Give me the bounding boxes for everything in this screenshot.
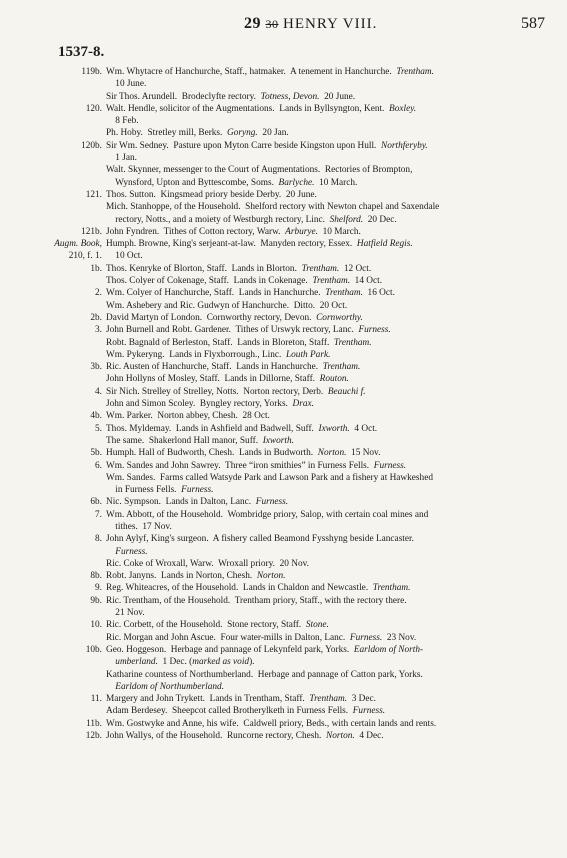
entry-reference [0, 78, 106, 90]
entry-segment: Thos. Myldemay. Lands in Ashfield and Badwell, Suff. [106, 423, 319, 434]
entry-segment: John Hollyns of Mosley, Staff. Lands in Dillorne, Staff. [106, 374, 320, 385]
entry-segment: 23 Nov. [382, 632, 417, 643]
entry-segment: Wm. Sandes. Farms called Watsyde Park and Lawson Park and a fishery at Hawkeshed [106, 472, 433, 483]
place-name: Furness. [115, 546, 148, 557]
entry-reference [0, 201, 106, 213]
entry-text [106, 533, 536, 545]
entry-text [106, 693, 536, 705]
entry-segment: 4 Dec. [354, 731, 384, 742]
place-name: Earldom of North- [353, 644, 424, 655]
place-name: Goryng. [227, 128, 258, 139]
place-name: Earldom of Northumberland. [115, 681, 225, 692]
entry-line [0, 656, 567, 668]
entry-reference: 7. [95, 509, 102, 520]
entry-reference [0, 337, 106, 349]
entry-segment: Adam Berdesey. Sheepcot called Brotherylketh in Furness Fells. [106, 706, 353, 717]
entry-reference: 2b. [90, 312, 102, 323]
entry-segment: Thos. Colyer of Cokenage, Staff. Lands in Cokenage. [106, 276, 313, 287]
entry-segment: 12 Oct. [339, 263, 372, 274]
place-name: Trentham. [312, 276, 351, 287]
entry-segment: The same. Shakerlond Hall manor, Suff. [106, 435, 263, 446]
entry-segment: Ric. Morgan and John Ascue. Four water-mills in Dalton, Lanc. [106, 632, 350, 643]
entry-segment: Reg. Whiteacres, of the Household. Lands in Chaldon and Newcastle. [106, 583, 373, 594]
entry-segment: 14 Oct. [350, 276, 383, 287]
entry-line [0, 312, 567, 324]
entry-line [0, 509, 567, 521]
entry-text [106, 460, 536, 472]
entry-line [0, 693, 567, 705]
place-name: Northferyby. [381, 140, 428, 151]
entry-segment: Wm. Colyer of Hanchurche, Staff. Lands in Hanchurche. [106, 288, 326, 299]
place-name: Hatfield Regis. [356, 239, 413, 250]
entry-text [106, 78, 536, 90]
place-name: Boxley. [389, 103, 417, 114]
entry-text [106, 275, 536, 287]
entry-line [0, 324, 567, 336]
place-name: marked as void [192, 657, 250, 668]
entry-segment: Geo. Hoggeson. Herbage and pannage of Lekynfeld park, Yorks. [106, 644, 354, 655]
place-name: Cornworthy. [316, 312, 363, 323]
entry-segment: 10 June. [106, 79, 147, 90]
entry-segment: 1 Jan. [106, 153, 137, 164]
entry-reference: 121. [85, 189, 102, 200]
page-number: 587 [521, 15, 545, 32]
entry-reference [0, 127, 106, 139]
entry-reference [0, 705, 106, 717]
entry-reference [0, 435, 106, 447]
entry-segment: 8 Feb. [106, 116, 139, 127]
entry-segment: 1 Dec. ( [157, 657, 193, 668]
entry-segment [106, 657, 115, 667]
entry-reference: 4. [95, 386, 102, 397]
entry-line [0, 127, 567, 139]
entry-segment: Katharine countess of Northumberland. Herbage and pannage of Catton park, Yorks. [106, 669, 423, 680]
entry-segment: 3 Dec. [347, 694, 376, 705]
entry-text [106, 189, 536, 201]
entry-text [106, 263, 536, 275]
entry-line [0, 201, 567, 213]
entry-segment: 4 Oct. [349, 423, 378, 434]
entry-text [106, 152, 536, 164]
entry-segment: 10 March. [314, 177, 358, 188]
entry-text [106, 324, 536, 336]
entry-reference: 8. [95, 534, 102, 545]
entry-line [0, 386, 567, 398]
entry-segment: Robt. Janyns. Lands in Norton, Chesh. [106, 571, 257, 582]
entry-text [106, 287, 536, 299]
entry-reference: 121b. [81, 226, 102, 237]
entry-segment: Thos. Sutton. Kingsmead priory beside Derby. 20 June. [106, 189, 317, 200]
place-name: Arburye. [285, 226, 318, 237]
entry-segment: Ric. Trentham, of the Household. Trentham priory, Staff., with the rectory there. [106, 595, 407, 606]
entry-text [106, 312, 536, 324]
entry-reference: 9b. [90, 595, 102, 606]
entry-segment: Sir Nich. Strelley of Strelley, Notts. Norton rectory, Derb. [106, 386, 328, 397]
entry-segment: Margery and John Trykett. Lands in Trentham, Staff. [106, 694, 310, 705]
place-name: Beauchi f. [327, 386, 366, 397]
entry-line [0, 533, 567, 545]
place-name: Norton. [317, 448, 347, 459]
entry-reference [0, 398, 106, 410]
entry-reference [0, 300, 106, 312]
place-name: Routon. [319, 374, 349, 385]
entry-segment: Thos. Kenryke of Blorton, Staff. Lands in Blorton. [106, 263, 302, 274]
place-name: Norton. [256, 571, 286, 582]
entry-text [106, 386, 536, 398]
entry-reference [0, 681, 106, 693]
entry-line [0, 189, 567, 201]
entry-line [0, 115, 567, 127]
entry-text [106, 300, 536, 312]
entry-text [106, 250, 536, 262]
entry-text [106, 361, 536, 373]
entry-text [106, 398, 536, 410]
entry-segment [106, 682, 115, 692]
entry-text [106, 115, 536, 127]
entry-reference: 4b. [90, 411, 102, 422]
entry-reference [0, 349, 106, 361]
entry-reference: 6b. [90, 497, 102, 508]
place-name: Trentham. [396, 67, 434, 77]
entry-line [0, 632, 567, 644]
entry-reference [0, 275, 106, 287]
entry-segment: David Martyn of London. Cornworthy rectory, Devon. [106, 312, 317, 323]
entry-reference [0, 656, 106, 668]
entry-text [106, 644, 536, 656]
entry-line [0, 66, 567, 78]
entry-reference [0, 521, 106, 533]
entry-line [0, 472, 567, 484]
place-name: Furness. [349, 632, 383, 643]
place-name: Ixworth. [318, 423, 350, 434]
entry-text [106, 607, 536, 619]
entry-line [0, 238, 567, 250]
entry-line [0, 705, 567, 717]
entry-text [106, 214, 536, 226]
entry-text [106, 447, 536, 459]
entry-line [0, 460, 567, 472]
entry-line [0, 447, 567, 459]
entry-segment: Ph. Hoby. Stretley mill, Berks. [106, 128, 228, 139]
entry-segment: 15 Nov. [346, 448, 381, 459]
entry-reference: Augm. Book, [54, 239, 102, 250]
entry-text [106, 337, 536, 349]
entry-line [0, 78, 567, 90]
entry-reference: 120. [85, 103, 102, 114]
entry-segment: Wm. Sandes and John Sawrey. Three “iron smithies” in Furness Fells. [106, 460, 374, 471]
place-name: Louth Park. [285, 349, 331, 360]
page-header [0, 13, 567, 37]
entry-segment: tithes. 17 Nov. [106, 521, 172, 532]
running-title: HENRY VIII. [283, 16, 378, 32]
entry-segment: Ric. Corbett, of the Household. Stone rectory, Staff. [106, 620, 306, 631]
place-name: Shelford. [329, 214, 364, 225]
place-name: Trentham. [322, 362, 361, 373]
entry-text [106, 164, 536, 176]
place-name: Trentham. [309, 694, 348, 705]
entry-text [106, 595, 536, 607]
entry-line [0, 373, 567, 385]
entry-reference [0, 632, 106, 644]
entry-segment: Wm. Parker. Norton abbey, Chesh. 28 Oct. [106, 411, 270, 422]
entry-line [0, 669, 567, 681]
entry-segment: Humph. Browne, King's serjeant-at-law. Manyden rectory, Essex. [106, 239, 357, 250]
place-name: Furness. [373, 460, 407, 471]
entry-text [106, 582, 536, 594]
entry-segment: John Aylyf, King's surgeon. A fishery called Beamond Fysshyng beside Lancaster. [106, 534, 414, 545]
entry-text [106, 509, 536, 521]
entry-reference: 11b. [86, 718, 102, 729]
entry-line [0, 644, 567, 656]
entry-line [0, 558, 567, 570]
entry-line [0, 140, 567, 152]
place-name: Norton. [326, 731, 355, 742]
entry-text [106, 91, 536, 103]
entry-line [0, 619, 567, 631]
entry-segment: Nic. Sympson. Lands in Dalton, Lanc. [106, 497, 256, 508]
entry-line [0, 152, 567, 164]
regnal-year-struck: 30 [265, 17, 279, 31]
entry-segment: rectory, Notts., and a moiety of Westburgh rectory, Linc. [106, 214, 330, 225]
entry-text [106, 669, 536, 681]
entry-text [106, 570, 536, 582]
entry-segment: John and Simon Scoley. Byngley rectory, Yorks. [106, 399, 293, 410]
entry-text [106, 201, 536, 213]
entry-reference: 2. [95, 288, 102, 299]
entry-segment: 20 Jan. [257, 128, 289, 139]
entry-segment: Wm. Abbott, of the Household. Wombridge priory, Salop, with certain coal mines and [106, 509, 429, 520]
entry-text [106, 521, 536, 533]
entry-segment: Wm. Pykeryng. Lands in Flyxborrough., Linc. [106, 349, 286, 360]
place-name: Trentham. [372, 583, 411, 594]
entry-text [106, 103, 536, 115]
entry-line [0, 582, 567, 594]
entry-reference [0, 607, 106, 619]
entry-line [0, 300, 567, 312]
entry-text [106, 226, 536, 238]
entry-segment: Walt. Hendle, solicitor of the Augmentations. Lands in Byllsyngton, Kent. [106, 103, 390, 114]
entry-line [0, 287, 567, 299]
entry-line [0, 410, 567, 422]
entry-segment: 10 Oct. [106, 251, 143, 262]
entry-line [0, 337, 567, 349]
entry-segment: Robt. Bagnald of Berleston, Staff. Lands in Bloreton, Staff. [106, 337, 334, 348]
entry-text [106, 484, 536, 496]
entry-reference: 3. [95, 325, 102, 336]
entry-text [106, 177, 536, 189]
entry-line [0, 226, 567, 238]
entry-reference [0, 152, 106, 164]
entry-text [106, 423, 536, 435]
entry-reference: 6. [95, 460, 102, 471]
entry-segment: Ric. Coke of Wroxall, Warw. Wroxall priory. 20 Nov. [106, 558, 309, 569]
entry-reference: 210, f. 1. [68, 251, 102, 262]
regnal-year: 29 30 [244, 15, 279, 32]
entry-reference [0, 484, 106, 496]
entry-segment: Humph. Hall of Budworth, Chesh. Lands in Budworth. [106, 448, 318, 459]
entry-reference [0, 472, 106, 484]
entry-line [0, 164, 567, 176]
entry-text [106, 705, 536, 717]
entry-segment: Mich. Stanhoppe, of the Household. Shelford rectory with Newton chapel and Saxendale [106, 202, 440, 213]
entry-reference [0, 177, 106, 189]
entry-segment: John Burnell and Robt. Gardener. Tithes of Urswyk rectory, Lanc. [106, 325, 359, 336]
entry-line [0, 521, 567, 533]
place-name: Furness. [181, 485, 214, 496]
entry-text [106, 718, 536, 730]
entry-line [0, 361, 567, 373]
year-heading: 1537-8. [58, 44, 105, 60]
entry-text [106, 410, 536, 422]
entry-text [106, 546, 536, 558]
entry-line [0, 275, 567, 287]
entry-text [106, 656, 536, 668]
entry-reference: 5. [95, 423, 102, 434]
entry-text [106, 472, 536, 484]
entry-line [0, 91, 567, 103]
entry-reference: 1b. [90, 263, 102, 274]
entry-line [0, 546, 567, 558]
place-name: Furness. [358, 325, 391, 336]
entry-text [106, 127, 536, 139]
entry-reference [0, 373, 106, 385]
entry-reference: 12b. [85, 731, 102, 742]
entry-text [106, 558, 536, 570]
entry-line [0, 250, 567, 262]
entry-reference: 10b. [85, 644, 102, 655]
entry-line [0, 484, 567, 496]
entry-text [106, 619, 536, 631]
entry-text [106, 140, 536, 152]
entry-reference: 120b. [81, 140, 102, 151]
place-name: Drax. [292, 399, 314, 410]
entry-line [0, 607, 567, 619]
entry-segment: John Fyndren. Tithes of Cotton rectory, Warw. [106, 226, 286, 237]
entry-segment: Sir Thos. Arundell. Brodeclyfte rectory. [106, 91, 261, 102]
entry-segment: 16 Oct. [362, 288, 395, 299]
entry-reference [0, 214, 106, 226]
entry-text [106, 681, 536, 693]
entry-line [0, 595, 567, 607]
entry-text [106, 730, 536, 742]
entry-segment: Walt. Skynner, messenger to the Court of Augmentations. Rectories of Brompton, [106, 165, 413, 176]
entry-reference: 3b. [90, 362, 102, 373]
entry-reference: 8b. [90, 571, 102, 582]
entry-segment: Ric. Austen of Hanchurche, Staff. Lands in Hanchurche. [106, 362, 323, 373]
entry-segment: Wm. Ashebery and Ric. Gudwyn of Hanchurche. Ditto. 20 Oct. [106, 300, 348, 311]
entry-text [106, 435, 536, 447]
entry-line [0, 398, 567, 410]
entry-segment: in Furness Fells. [106, 485, 182, 496]
entry-segment: 10 March. [317, 226, 361, 237]
entry-line [0, 214, 567, 226]
place-name: Trentham. [333, 337, 372, 348]
entry-segment: Wm. Gostwyke and Anne, his wife. Caldwell priory, Beds., with certain lands and rents. [106, 718, 437, 729]
entry-reference: 5b. [90, 448, 102, 459]
entry-line [0, 177, 567, 189]
entry-segment: 20 Dec. [363, 214, 397, 225]
entry-text [106, 373, 536, 385]
entry-text [106, 238, 536, 250]
entry-reference: 9. [95, 583, 102, 594]
entry-line [0, 349, 567, 361]
entry-reference [0, 558, 106, 570]
place-name: Ixworth. [262, 435, 294, 446]
entry-line [0, 570, 567, 582]
entry-reference [0, 91, 106, 103]
entry-reference: 119b. [81, 67, 102, 77]
place-name: Furness. [352, 706, 386, 717]
calendar-entries [0, 66, 567, 742]
entry-reference [0, 164, 106, 176]
entry-reference: 11. [90, 694, 102, 705]
entry-segment: John Wallys, of the Household. Runcorne rectory, Chesh. [106, 731, 327, 742]
place-name: Totness, Devon. [260, 91, 320, 102]
entry-text [106, 66, 536, 78]
entry-line [0, 496, 567, 508]
entry-segment: ). [249, 657, 255, 668]
entry-text [106, 632, 536, 644]
place-name: Trentham. [325, 288, 363, 299]
entry-reference [0, 669, 106, 681]
place-name: Stone. [305, 620, 329, 631]
place-name: umberland. [115, 657, 158, 668]
place-name: Barlyche. [278, 177, 315, 188]
entry-line [0, 718, 567, 730]
entry-segment [106, 547, 115, 557]
entry-line [0, 423, 567, 435]
entry-line [0, 681, 567, 693]
entry-text [106, 349, 536, 361]
entry-reference: 10. [90, 620, 102, 631]
entry-line [0, 263, 567, 275]
place-name: Trentham. [301, 263, 340, 274]
entry-line [0, 730, 567, 742]
entry-segment: Wm. Whytacre of Hanchurche, Staff., hatmaker. A tenement in Hanchurche. [106, 67, 397, 77]
entry-segment: Wynsford, Upton and Byttescombe, Soms. [106, 177, 279, 188]
entry-reference [0, 115, 106, 127]
place-name: Furness. [255, 497, 289, 508]
entry-segment: Sir Wm. Sedney. Pasture upon Myton Carre beside Kingston upon Hull. [106, 140, 382, 151]
entry-line [0, 435, 567, 447]
entry-reference [0, 546, 106, 558]
entry-text [106, 496, 536, 508]
entry-line [0, 103, 567, 115]
entry-segment: 20 June. [319, 91, 356, 102]
entry-segment: 21 Nov. [106, 608, 145, 619]
